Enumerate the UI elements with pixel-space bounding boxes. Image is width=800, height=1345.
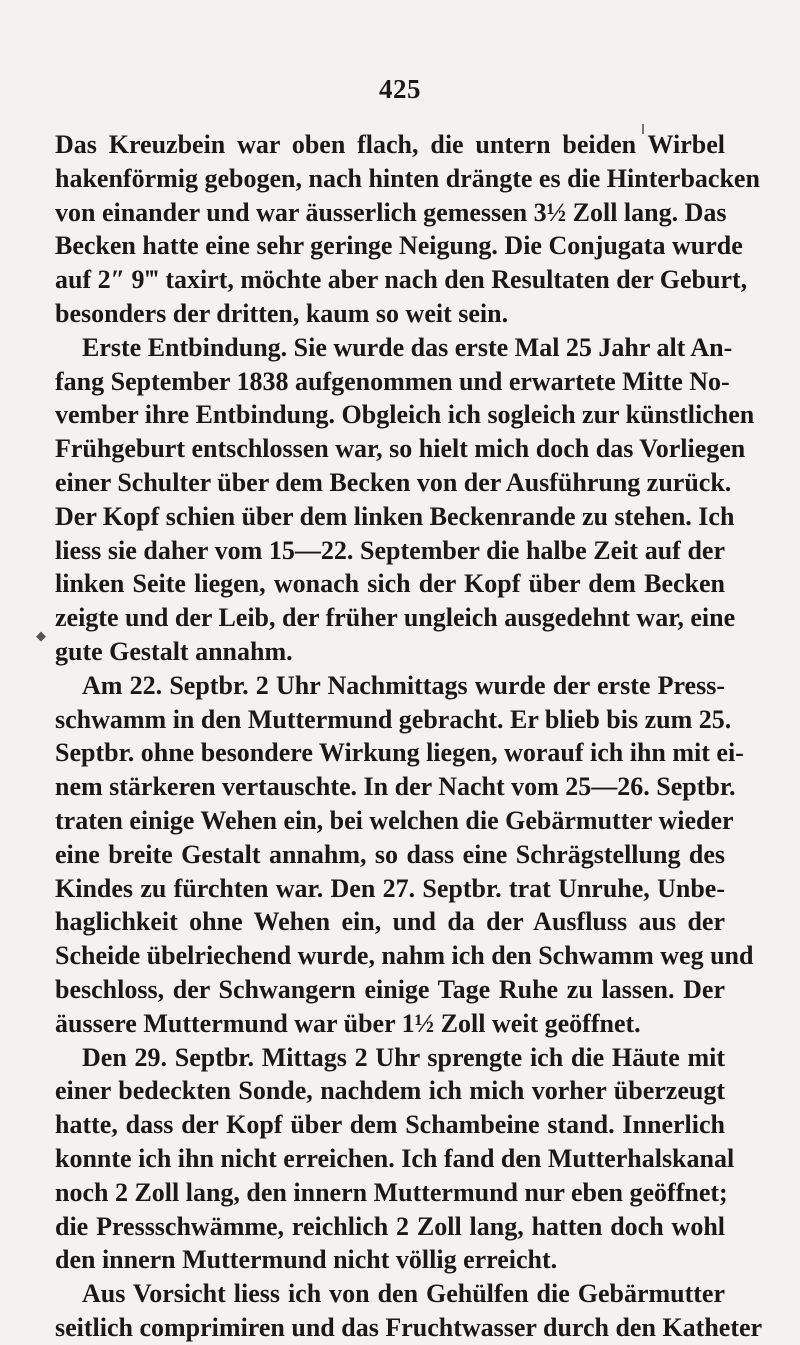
margin-mark: ◆	[36, 628, 46, 643]
text-line: Aus Vorsicht liess ich von den Gehülfen die Gebärmutter	[82, 1279, 725, 1309]
page-number: 425	[379, 74, 421, 104]
text-line: gute Gestalt annahm.	[55, 636, 293, 666]
text-line: Kindes zu fürchten war. Den 27. Septbr. trat Unruhe, Unbe-	[55, 873, 725, 903]
text-line: konnte ich ihn nicht erreichen. Ich fand den Mutterhalskanal	[55, 1143, 735, 1173]
text-line: schwamm in den Muttermund gebracht. Er blieb bis zum 25.	[55, 704, 732, 734]
text-line: Scheide übelriechend wurde, nahm ich den Schwamm weg und	[55, 941, 754, 971]
text-line: liess sie daher vom 15—22. September die halbe Zeit auf der	[55, 535, 725, 565]
text-line: haglichkeit ohne Wehen ein, und da der Ausfluss aus der	[55, 907, 725, 937]
text-line: einer bedeckten Sonde, nachdem ich mich vorher überzeugt	[55, 1076, 725, 1106]
text-line: Becken hatte eine sehr geringe Neigung. Die Conjugata wurde	[55, 231, 743, 261]
text-line: äussere Muttermund war über 1½ Zoll weit geöffnet.	[55, 1008, 641, 1038]
text-line: nem stärkeren vertauschte. In der Nacht vom 25—26. Septbr.	[55, 772, 736, 802]
text-line: hakenförmig gebogen, nach hinten drängte es die Hinterbacken	[55, 163, 760, 193]
text-line: beschloss, der Schwangern einige Tage Ruhe zu lassen. Der	[55, 974, 725, 1004]
text-line: Frühgeburt entschlossen war, so hielt mich doch das Vorliegen	[55, 434, 746, 464]
text-line: vember ihre Entbindung. Obgleich ich sogleich zur künstlichen	[55, 400, 755, 430]
text-line: die Pressschwämme, reichlich 2 Zoll lang, hatten doch wohl	[55, 1211, 725, 1241]
text-line: Am 22. Septbr. 2 Uhr Nachmittags wurde der erste Press-	[82, 670, 725, 700]
text-line: Septbr. ohne besondere Wirkung liegen, worauf ich ihn mit ei-	[55, 738, 744, 768]
text-line: eine breite Gestalt annahm, so dass eine Schrägstellung des	[55, 839, 725, 869]
text-line: traten einige Wehen ein, bei welchen die Gebärmutter wieder	[55, 805, 734, 835]
body-text	[55, 128, 763, 1345]
text-line: Den 29. Septbr. Mittags 2 Uhr sprengte ich die Häute mit	[82, 1042, 725, 1072]
text-line: einer Schulter über dem Becken von der Ausführung zurück.	[55, 467, 732, 497]
text-line: von einander und war äusserlich gemessen 3½ Zoll lang. Das	[55, 197, 727, 227]
text-line: linken Seite liegen, wonach sich der Kopf über dem Becken	[55, 569, 725, 599]
text-line: hatte, dass der Kopf über dem Schambeine stand. Innerlich	[55, 1110, 725, 1140]
text-line: fang September 1838 aufgenommen und erwartete Mitte No-	[55, 366, 730, 396]
text-line: Erste Entbindung. Sie wurde das erste Mal 25 Jahr alt An-	[82, 332, 733, 362]
text-line: den innern Muttermund nicht völlig erreicht.	[55, 1245, 558, 1275]
text-line: noch 2 Zoll lang, den innern Muttermund nur eben geöffnet;	[55, 1177, 728, 1207]
text-line: Das Kreuzbein war oben flach, die untern beiden Wirbel	[55, 130, 725, 159]
text-line: auf 2″ 9‴ taxirt, möchte aber nach den Resultaten der Geburt,	[55, 265, 748, 295]
text-line: seitlich comprimiren und das Fruchtwasser durch den Katheter	[55, 1312, 763, 1342]
text-line: besonders der dritten, kaum so weit sein.	[55, 298, 509, 328]
text-line: Der Kopf schien über dem linken Beckenrande zu stehen. Ich	[55, 501, 735, 531]
text-line: zeigte und der Leib, der früher ungleich ausgedehnt war, eine	[55, 603, 736, 633]
